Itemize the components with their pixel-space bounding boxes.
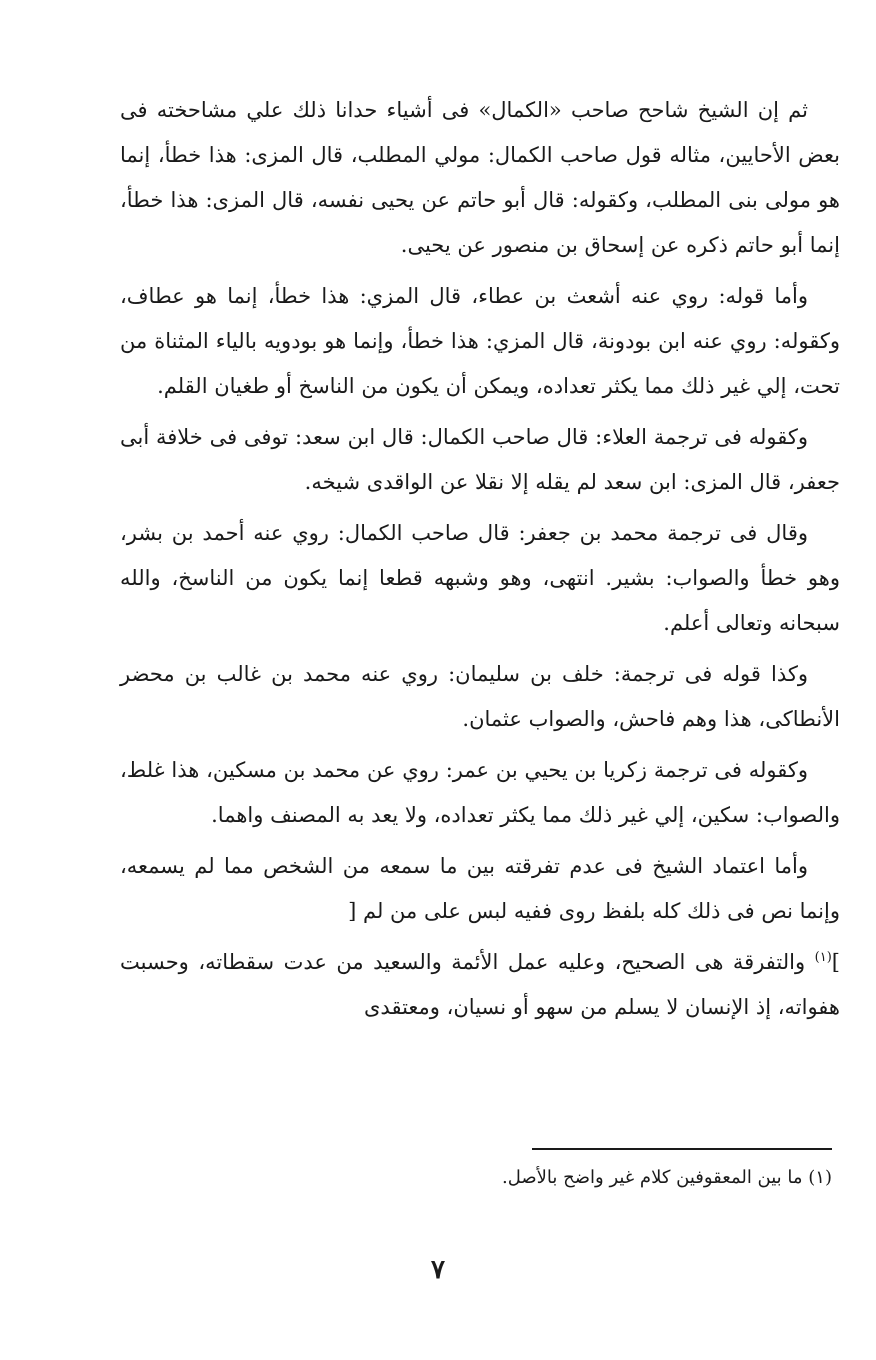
- footnote: (١) ما بين المعقوفين كلام غير واضح بالأصل.: [502, 1167, 832, 1188]
- paragraph: وكذا قوله فى ترجمة: خلف بن سليمان: روي عنه محمد بن غالب بن محضر الأنطاكى، هذا وهم فاحش، والصواب عثمان.: [120, 662, 840, 731]
- page-body: [120, 88, 840, 1036]
- paragraph: وقال فى ترجمة محمد بن جعفر: قال صاحب الكمال: روي عنه أحمد بن بشر، وهو خطأ والصواب: بشير. انتهى، وهو وشبهه قطعا إنما يكون من الناسخ، والله سبحانه وتعالى أعلم.: [120, 521, 840, 635]
- paragraph: وأما قوله: روي عنه أشعث بن عطاء، قال المزي: هذا خطأ، إنما هو عطاف، وكقوله: روي عنه ابن بودونة، قال المزي: هذا خطأ، وإنما هو بودويه بالياء المثناة من تحت، إلي غير ذلك مما يكثر تعداده، ويمكن أن يكون من الناسخ أو طغيان القلم.: [120, 284, 840, 398]
- page-number: ٧: [431, 1255, 445, 1285]
- paragraph: وكقوله فى ترجمة العلاء: قال صاحب الكمال: قال ابن سعد: توفى فى خلافة أبى جعفر، قال المزى: ابن سعد لم يقله إلا نقلا عن الواقدى شيخه.: [120, 425, 840, 494]
- paragraph-text: والتفرقة هى الصحيح، وعليه عمل الأئمة والسعيد من عدت سقطاته، وحسبت هفواته، إذ الإنسان لا يسلم من سهو أو نسيان، ومعتقدى: [120, 950, 840, 1019]
- paragraph: ثم إن الشيخ شاحح صاحب «الكمال» فى أشياء حدانا ذلك علي مشاحخته فى بعض الأحايين، مثاله قول صاحب الكمال: مولي المطلب، قال المزى: هذا خطأ، إنما هو مولى بنى المطلب، وكقوله: قال أبو حاتم عن يحيى نفسه، قال المزى: هذا خطأ، إنما أبو حاتم ذكره عن إسحاق بن منصور عن يحيى.: [120, 98, 840, 257]
- paragraph: وكقوله فى ترجمة زكريا بن يحيي بن عمر: روي عن محمد بن مسكين، هذا غلط، والصواب: سكين، إلي غير ذلك مما يكثر تعداده، ولا يعد به المصنف واهما.: [120, 758, 840, 827]
- footnote-reference[interactable]: (١): [814, 950, 832, 965]
- paragraph-with-footnote-ref: [120, 940, 840, 1030]
- paragraph: وأما اعتماد الشيخ فى عدم تفرقته بين ما سمعه من الشخص مما لم يسمعه، وإنما نص فى ذلك كله بلفظ روى ففيه لبس على من لم [: [120, 854, 840, 923]
- bracket-close: ]: [831, 950, 840, 974]
- footnote-divider: [532, 1148, 832, 1150]
